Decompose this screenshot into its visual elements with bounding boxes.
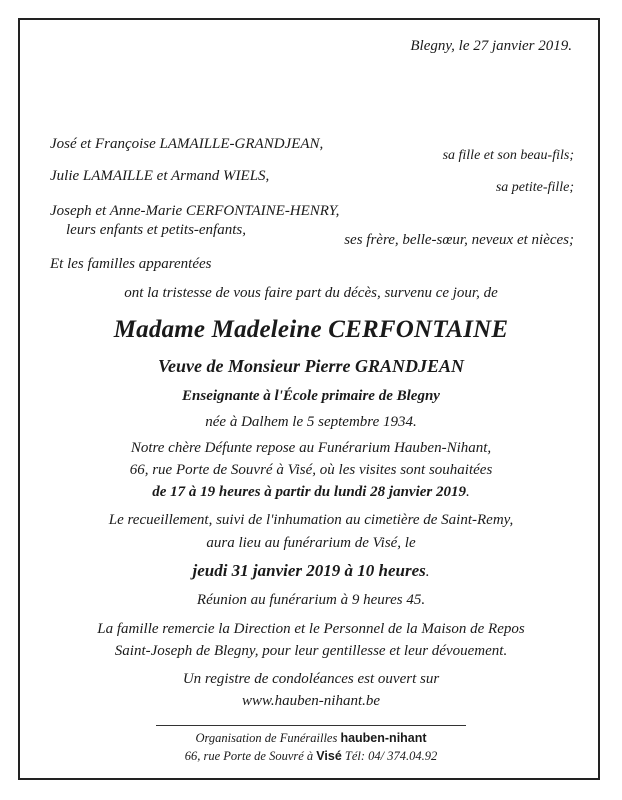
visits-hours — [18, 484, 604, 501]
footer-organisation — [18, 731, 604, 746]
family-relation-1: sa fille et son beau-fils; — [442, 148, 574, 163]
announcement-intro: ont la tristesse de vous faire part du décès, survenu ce jour, de — [124, 285, 498, 301]
family-extended: Et les familles apparentées — [50, 256, 212, 272]
ceremony-date — [18, 561, 604, 581]
family-relation-2: sa petite-fille; — [495, 180, 574, 195]
meeting-time: Réunion au funérarium à 9 heures 45. — [196, 592, 426, 608]
thanks-line-2: Saint-Joseph de Blegny, pour leur gentillesse et leur dévouement. — [114, 643, 508, 659]
family-member-1: José et Françoise LAMAILLE-GRANDJEAN, — [50, 136, 324, 152]
visits-line-2: 66, rue Porte de Souvré à Visé, où les visites sont souhaitées — [129, 462, 493, 478]
footer-address — [18, 749, 604, 764]
ceremony-date-end: . — [425, 564, 430, 580]
occupation: Enseignante à l'École primaire de Blegny — [182, 388, 440, 404]
condolences-line: Un registre de condoléances est ouvert sur — [182, 671, 440, 687]
family-member-3-descendants: leurs enfants et petits-enfants, — [66, 222, 246, 238]
family-member-3: Joseph et Anne-Marie CERFONTAINE-HENRY, — [50, 203, 340, 219]
family-relation-3: ses frère, belle-sœur, neveux et nièces; — [344, 232, 574, 248]
footer-brand-logo: hauben-nihant — [340, 731, 427, 745]
footer-org-prefix: Organisation de Funérailles — [195, 731, 341, 745]
widow-of: Veuve de Monsieur Pierre GRANDJEAN — [157, 356, 464, 376]
place-date: Blegny, le 27 janvier 2019. — [410, 38, 572, 54]
visits-line-1: Notre chère Défunte repose au Funérarium Hauben-Nihant, — [130, 440, 492, 456]
thanks-line-1: La famille remercie la Direction et le Personnel de la Maison de Repos — [97, 621, 525, 637]
family-member-2: Julie LAMAILLE et Armand WIELS, — [50, 168, 270, 184]
deceased-name: Madame Madeleine CERFONTAINE — [113, 316, 509, 343]
birth-info: née à Dalhem le 5 septembre 1934. — [205, 414, 417, 430]
footer-divider — [156, 725, 466, 726]
ceremony-date-bold: jeudi 31 janvier 2019 à 10 heures — [192, 561, 426, 580]
ceremony-line-2: aura lieu au funérarium de Visé, le — [206, 535, 416, 551]
visits-hours-bold: de 17 à 19 heures à partir du lundi 28 janvier 2019 — [152, 484, 467, 500]
ceremony-line-1: Le recueillement, suivi de l'inhumation au cimetière de Saint-Remy, — [108, 512, 514, 528]
footer-address-prefix: 66, rue Porte de Souvré à — [184, 749, 317, 763]
visits-hours-end: . — [466, 484, 470, 500]
footer-address-city: Visé — [316, 749, 342, 763]
footer-phone: Tél: 04/ 374.04.92 — [341, 749, 438, 763]
condolences-website[interactable]: www.hauben-nihant.be — [241, 693, 381, 709]
